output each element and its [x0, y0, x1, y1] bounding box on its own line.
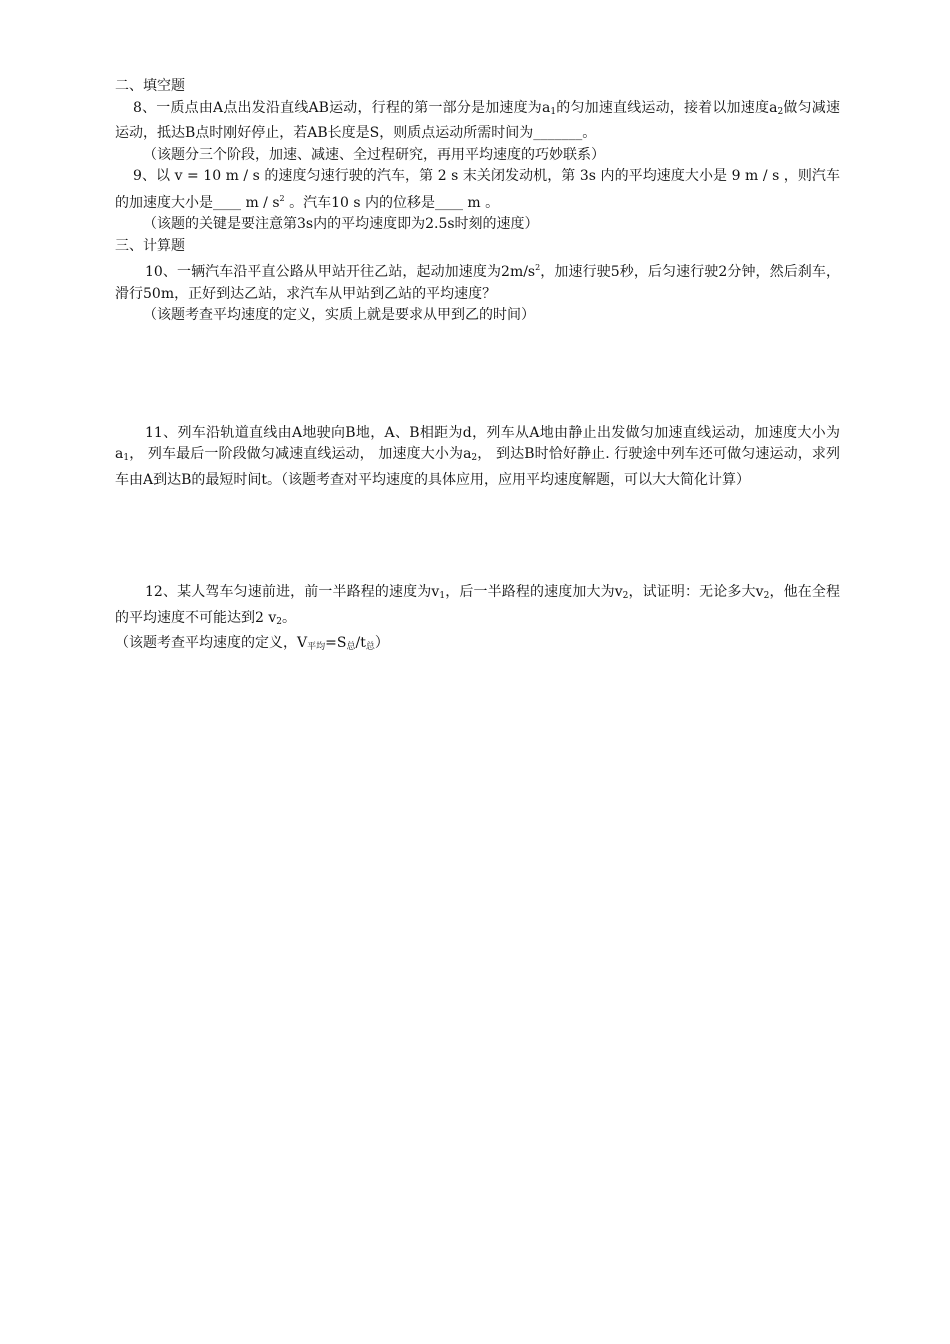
question-9-note: （该题的关键是要注意第3s内的平均速度即为2.5s时刻的速度）	[143, 216, 539, 232]
question-8: 8、一质点由A点出发沿直线AB运动，行程的第一部分是加速度为$a_1$的匀加速直线运动，接着以加速度$a_2$做匀减速运动，抵达B点时刚好停止，若AB长度是S，则质点运动所需时间为_______。	[115, 99, 840, 141]
question-11: 11、列车沿轨道直线由A地驶向B地，A、B相距为d，列车从A地由静止出发做匀加速直线运动，加速度大小为$a_1$， 列车最后一阶段做匀减速直线运动， 加速度大小为$a_2$， 到达B时恰好静止. 行驶途中列车还可做匀速运动，求列车由A到达B的最短时间t。（该题考查对平均速度的具体应用，应用平均速度解题，可以大大简化计算）	[115, 424, 840, 488]
question-10-note: （该题考查平均速度的定义，实质上就是要求从甲到乙的时间）	[143, 307, 535, 323]
question-12: 12、某人驾车匀速前进，前一半路程的速度为$v_1$，后一半路程的速度加大为$v_2$，试证明：无论多大$v_2$，他在全程的平均速度不可能达到2 $v_2$。	[115, 584, 840, 627]
question-10: 10、一辆汽车沿平直公路从甲站开往乙站，起动加速度为$2m/s^2$，加速行驶5秒，后匀速行驶2分钟，然后刹车，滑行50m，正好到达乙站，求汽车从甲站到乙站的平均速度？	[115, 263, 840, 302]
question-8-note: （该题分三个阶段，加速、减速、全过程研究，再用平均速度的巧妙联系）	[143, 146, 605, 163]
worksheet	[115, 76, 840, 659]
question-12-note: （该题考查平均速度的定义，$V_{平均}=S_总/t_总$）	[115, 635, 389, 652]
section-heading-calculation: 三、计算题	[115, 237, 185, 254]
question-9: 9、以 v = 10 m / s 的速度匀速行驶的汽车，第 2 s 末关闭发动机，第 3s 内的平均速度大小是 9 m / s ，则汽车的加速度大小是____ m / $s^2$ 。汽车10 s 内的位移是____ m 。	[115, 168, 840, 211]
answer-space-11	[115, 491, 840, 582]
section-heading-fill-blank: 二、填空题	[115, 78, 185, 94]
answer-space-10	[115, 327, 840, 423]
